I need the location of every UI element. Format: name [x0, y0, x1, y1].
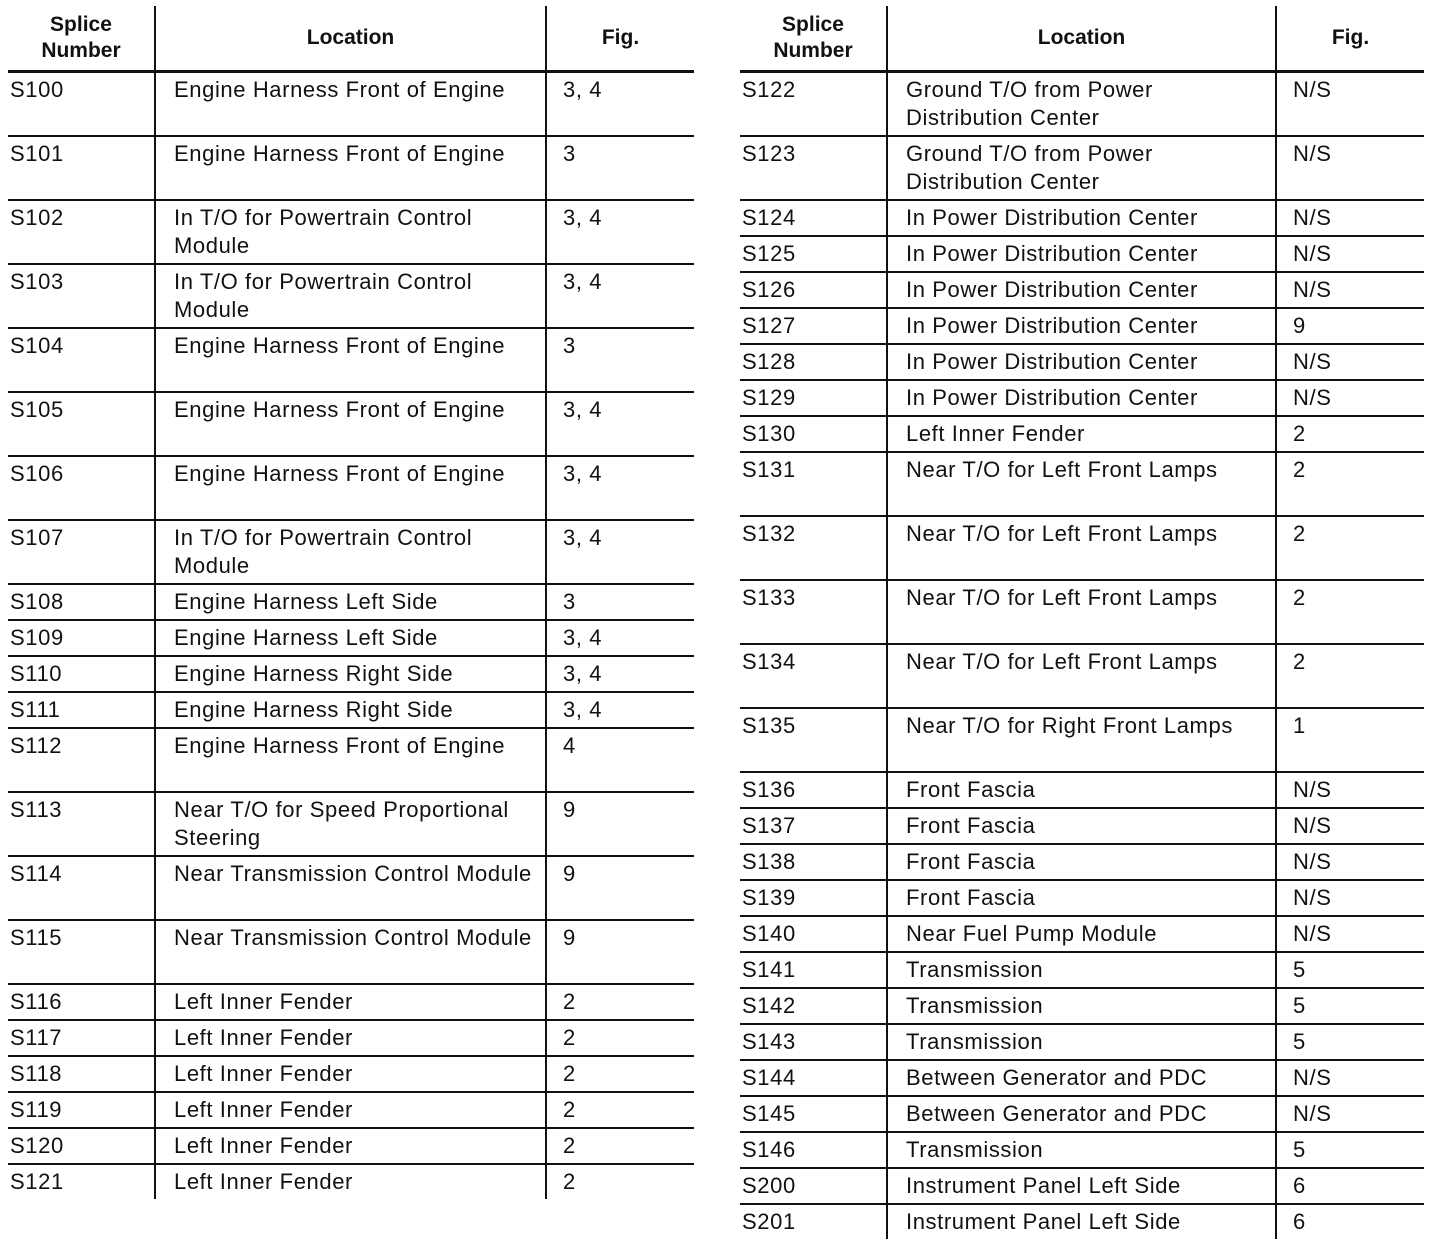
- location-cell: Between Generator and PDC: [906, 1101, 1208, 1126]
- splice-number-cell: S138: [742, 849, 796, 874]
- splice-number-cell: S136: [742, 777, 796, 802]
- location-cell: Instrument Panel Left Side: [906, 1173, 1181, 1198]
- splice-number-cell: S145: [742, 1101, 796, 1126]
- location-cell: Left Inner Fender: [174, 1169, 353, 1194]
- location-cell: In Power Distribution Center: [906, 205, 1198, 230]
- table-row: [8, 1021, 694, 1057]
- header-location: Location: [1037, 26, 1126, 49]
- table-row: [740, 809, 1424, 845]
- location-cell: Transmission: [906, 1137, 1044, 1162]
- splice-number-cell: S135: [742, 713, 796, 738]
- header-fig: Fig.: [601, 26, 640, 49]
- splice-number-cell: S106: [10, 461, 64, 486]
- location-cell: In T/O for Powertrain Control Module: [174, 525, 473, 578]
- splice-number-cell: S143: [742, 1029, 796, 1054]
- header-location: Location: [306, 26, 395, 49]
- fig-cell: 3, 4: [563, 461, 603, 486]
- splice-number-cell: S140: [742, 921, 796, 946]
- fig-cell: N/S: [1293, 141, 1332, 166]
- location-cell: In Power Distribution Center: [906, 313, 1198, 338]
- location-cell: Engine Harness Front of Engine: [174, 141, 506, 166]
- header-splice-number: Splice Number: [773, 13, 853, 62]
- table-row: [8, 729, 694, 793]
- table-row: [740, 237, 1424, 273]
- splice-number-cell: S122: [742, 77, 796, 102]
- table-row: [740, 453, 1424, 517]
- fig-cell: N/S: [1293, 813, 1332, 838]
- table-row: [8, 265, 694, 329]
- fig-cell: 3, 4: [563, 205, 603, 230]
- fig-cell: 2: [563, 1169, 576, 1194]
- fig-cell: 3, 4: [563, 269, 603, 294]
- header-splice-number: Splice Number: [41, 13, 121, 62]
- table-row: [8, 621, 694, 657]
- table-row: [8, 985, 694, 1021]
- fig-cell: 3, 4: [563, 661, 603, 686]
- location-cell: Left Inner Fender: [174, 1025, 353, 1050]
- splice-number-cell: S142: [742, 993, 796, 1018]
- table-row: [740, 381, 1424, 417]
- location-cell: Engine Harness Right Side: [174, 697, 454, 722]
- fig-cell: 5: [1293, 957, 1306, 982]
- table-row: [740, 273, 1424, 309]
- splice-number-cell: S125: [742, 241, 796, 266]
- table-row: [8, 1129, 694, 1165]
- splice-number-cell: S141: [742, 957, 796, 982]
- splice-number-cell: S112: [10, 733, 63, 758]
- location-cell: Left Inner Fender: [174, 989, 353, 1014]
- splice-number-cell: S133: [742, 585, 796, 610]
- fig-cell: 2: [1293, 649, 1306, 674]
- table-row: [740, 881, 1424, 917]
- table-row: [740, 645, 1424, 709]
- splice-number-cell: S109: [10, 625, 64, 650]
- fig-cell: N/S: [1293, 241, 1332, 266]
- fig-cell: 5: [1293, 1029, 1306, 1054]
- splice-number-cell: S107: [10, 525, 64, 550]
- table-row: [740, 309, 1424, 345]
- splice-number-cell: S113: [10, 797, 63, 822]
- fig-cell: 2: [1293, 585, 1306, 610]
- fig-cell: 2: [563, 1133, 576, 1158]
- splice-number-cell: S118: [10, 1061, 63, 1086]
- table-row: [8, 521, 694, 585]
- fig-cell: 6: [1293, 1209, 1306, 1234]
- table-row: [740, 417, 1424, 453]
- location-cell: Front Fascia: [906, 813, 1036, 838]
- location-cell: Near T/O for Left Front Lamps: [906, 521, 1218, 546]
- table-body: [8, 73, 694, 1199]
- location-cell: Front Fascia: [906, 777, 1036, 802]
- splice-number-cell: S119: [10, 1097, 63, 1122]
- splice-number-cell: S200: [742, 1173, 796, 1198]
- splice-number-cell: S110: [10, 661, 63, 686]
- splice-number-cell: S120: [10, 1133, 64, 1158]
- fig-cell: 9: [1293, 313, 1306, 338]
- table-row: [8, 201, 694, 265]
- table-row: [740, 1169, 1424, 1205]
- fig-cell: 9: [563, 797, 576, 822]
- splice-number-cell: S129: [742, 385, 796, 410]
- location-cell: Engine Harness Right Side: [174, 661, 454, 686]
- table-row: [8, 921, 694, 985]
- table-row: [8, 793, 694, 857]
- location-cell: Left Inner Fender: [174, 1061, 353, 1086]
- location-cell: Instrument Panel Left Side: [906, 1209, 1181, 1234]
- location-cell: Engine Harness Front of Engine: [174, 461, 506, 486]
- splice-number-cell: S121: [10, 1169, 64, 1194]
- table-row: [740, 517, 1424, 581]
- splice-number-cell: S115: [10, 925, 63, 950]
- table-row: [8, 73, 694, 137]
- left-splice-table: [8, 6, 694, 1199]
- fig-cell: 3, 4: [563, 397, 603, 422]
- table-row: [740, 345, 1424, 381]
- location-cell: Engine Harness Left Side: [174, 625, 438, 650]
- fig-cell: 6: [1293, 1173, 1306, 1198]
- location-cell: In Power Distribution Center: [906, 349, 1198, 374]
- table-row: [740, 1025, 1424, 1061]
- table-row: [8, 1165, 694, 1199]
- fig-cell: N/S: [1293, 205, 1332, 230]
- location-cell: Near Fuel Pump Module: [906, 921, 1158, 946]
- table-row: [740, 773, 1424, 809]
- splice-number-cell: S123: [742, 141, 796, 166]
- table-header: [740, 6, 1424, 73]
- location-cell: Front Fascia: [906, 885, 1036, 910]
- fig-cell: 2: [1293, 421, 1306, 446]
- fig-cell: 3: [563, 333, 576, 358]
- splice-number-cell: S128: [742, 349, 796, 374]
- header-fig: Fig.: [1331, 26, 1370, 49]
- fig-cell: N/S: [1293, 77, 1332, 102]
- table-row: [8, 657, 694, 693]
- fig-cell: N/S: [1293, 385, 1332, 410]
- fig-cell: 5: [1293, 1137, 1306, 1162]
- splice-number-cell: S105: [10, 397, 64, 422]
- splice-number-cell: S101: [10, 141, 64, 166]
- splice-number-cell: S117: [10, 1025, 63, 1050]
- splice-number-cell: S104: [10, 333, 64, 358]
- location-cell: In T/O for Powertrain Control Module: [174, 205, 473, 258]
- location-cell: Near T/O for Left Front Lamps: [906, 649, 1218, 674]
- table-row: [740, 845, 1424, 881]
- table-row: [740, 1097, 1424, 1133]
- fig-cell: 2: [1293, 521, 1306, 546]
- right-splice-table: [740, 6, 1424, 1239]
- table-row: [740, 1133, 1424, 1169]
- fig-cell: N/S: [1293, 849, 1332, 874]
- splice-number-cell: S131: [742, 457, 796, 482]
- table-row: [8, 457, 694, 521]
- location-cell: Near Transmission Control Module: [174, 861, 532, 886]
- fig-cell: 5: [1293, 993, 1306, 1018]
- table-row: [740, 73, 1424, 137]
- table-row: [8, 329, 694, 393]
- location-cell: Near T/O for Left Front Lamps: [906, 585, 1218, 610]
- location-cell: Transmission: [906, 1029, 1044, 1054]
- fig-cell: 3, 4: [563, 697, 603, 722]
- location-cell: Near Transmission Control Module: [174, 925, 532, 950]
- splice-number-cell: S137: [742, 813, 796, 838]
- table-row: [8, 857, 694, 921]
- location-cell: Ground T/O from Power Distribution Center: [906, 77, 1153, 130]
- splice-number-cell: S126: [742, 277, 796, 302]
- fig-cell: 3: [563, 141, 576, 166]
- fig-cell: N/S: [1293, 777, 1332, 802]
- fig-cell: N/S: [1293, 921, 1332, 946]
- location-cell: Left Inner Fender: [174, 1097, 353, 1122]
- table-row: [8, 137, 694, 201]
- table-row: [8, 585, 694, 621]
- splice-number-cell: S134: [742, 649, 796, 674]
- location-cell: Left Inner Fender: [174, 1133, 353, 1158]
- splice-number-cell: S111: [10, 697, 61, 722]
- splice-number-cell: S116: [10, 989, 63, 1014]
- location-cell: Engine Harness Left Side: [174, 589, 438, 614]
- location-cell: Engine Harness Front of Engine: [174, 733, 506, 758]
- table-row: [8, 393, 694, 457]
- fig-cell: 9: [563, 925, 576, 950]
- location-cell: In Power Distribution Center: [906, 241, 1198, 266]
- table-row: [8, 1057, 694, 1093]
- splice-number-cell: S114: [10, 861, 63, 886]
- fig-cell: 3, 4: [563, 77, 603, 102]
- splice-number-cell: S102: [10, 205, 64, 230]
- fig-cell: 3: [563, 589, 576, 614]
- location-cell: Transmission: [906, 993, 1044, 1018]
- location-cell: Ground T/O from Power Distribution Center: [906, 141, 1153, 194]
- fig-cell: 2: [563, 1061, 576, 1086]
- fig-cell: N/S: [1293, 277, 1332, 302]
- location-cell: Left Inner Fender: [906, 421, 1085, 446]
- table-row: [740, 137, 1424, 201]
- splice-number-cell: S130: [742, 421, 796, 446]
- fig-cell: N/S: [1293, 1101, 1332, 1126]
- splice-number-cell: S132: [742, 521, 796, 546]
- location-cell: Near T/O for Left Front Lamps: [906, 457, 1218, 482]
- location-cell: Front Fascia: [906, 849, 1036, 874]
- splice-number-cell: S139: [742, 885, 796, 910]
- fig-cell: 3, 4: [563, 625, 603, 650]
- fig-cell: N/S: [1293, 349, 1332, 374]
- location-cell: In T/O for Powertrain Control Module: [174, 269, 473, 322]
- fig-cell: 2: [1293, 457, 1306, 482]
- location-cell: Between Generator and PDC: [906, 1065, 1208, 1090]
- location-cell: Engine Harness Front of Engine: [174, 397, 506, 422]
- location-cell: Near T/O for Right Front Lamps: [906, 713, 1233, 738]
- location-cell: In Power Distribution Center: [906, 277, 1198, 302]
- splice-number-cell: S146: [742, 1137, 796, 1162]
- table-row: [8, 1093, 694, 1129]
- location-cell: Engine Harness Front of Engine: [174, 333, 506, 358]
- location-cell: In Power Distribution Center: [906, 385, 1198, 410]
- location-cell: Near T/O for Speed Proportional Steering: [174, 797, 509, 850]
- splice-number-cell: S108: [10, 589, 64, 614]
- splice-number-cell: S103: [10, 269, 64, 294]
- splice-number-cell: S201: [742, 1209, 796, 1234]
- location-cell: Engine Harness Front of Engine: [174, 77, 506, 102]
- location-cell: Transmission: [906, 957, 1044, 982]
- table-body: [740, 73, 1424, 1239]
- splice-number-cell: S100: [10, 77, 64, 102]
- table-header: [8, 6, 694, 73]
- fig-cell: 4: [563, 733, 576, 758]
- table-row: [740, 1205, 1424, 1239]
- table-row: [740, 917, 1424, 953]
- fig-cell: N/S: [1293, 885, 1332, 910]
- fig-cell: 9: [563, 861, 576, 886]
- table-row: [740, 1061, 1424, 1097]
- fig-cell: 3, 4: [563, 525, 603, 550]
- table-row: [8, 693, 694, 729]
- table-row: [740, 989, 1424, 1025]
- fig-cell: 2: [563, 1025, 576, 1050]
- table-row: [740, 201, 1424, 237]
- fig-cell: 2: [563, 989, 576, 1014]
- fig-cell: N/S: [1293, 1065, 1332, 1090]
- splice-number-cell: S127: [742, 313, 796, 338]
- table-row: [740, 581, 1424, 645]
- splice-number-cell: S124: [742, 205, 796, 230]
- table-row: [740, 953, 1424, 989]
- fig-cell: 1: [1293, 713, 1306, 738]
- table-row: [740, 709, 1424, 773]
- fig-cell: 2: [563, 1097, 576, 1122]
- splice-number-cell: S144: [742, 1065, 796, 1090]
